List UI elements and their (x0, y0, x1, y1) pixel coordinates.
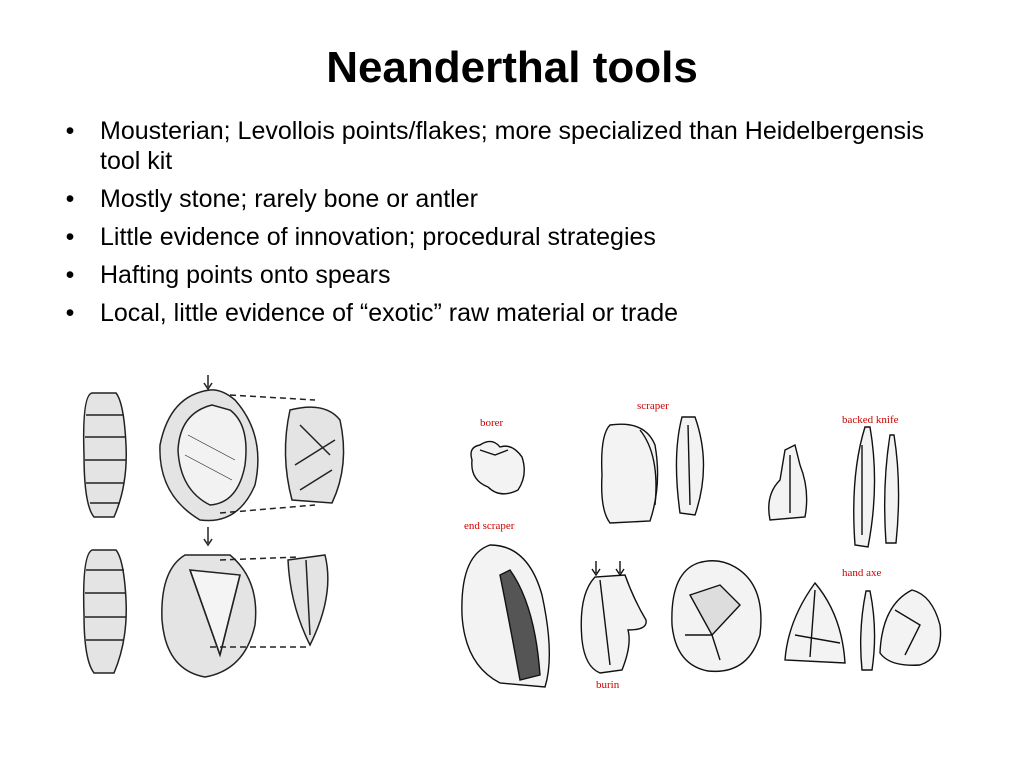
bullet-text: Local, little evidence of “exotic” raw material or trade (100, 299, 679, 327)
end-scraper-tool-drawing (462, 545, 549, 687)
slide-title: Neanderthal tools (326, 43, 698, 92)
core-side-view-top (84, 393, 127, 517)
bullet-list (60, 116, 960, 336)
levallois-point-flake (288, 555, 328, 645)
bullet-dot: • (65, 223, 75, 251)
label-borer: borer (480, 417, 504, 429)
bullet-text: Little evidence of innovation; procedural strategies (100, 223, 656, 251)
core-reverse-view-top (285, 407, 343, 503)
backed-knife-tool-drawing (854, 427, 899, 547)
label-burin: burin (596, 679, 620, 691)
bullet-dot: • (65, 299, 75, 327)
bullet-item (60, 116, 960, 176)
mousterian-core-drawing (672, 561, 761, 672)
borer-tool-drawing (471, 441, 524, 493)
burin-tool-drawing (581, 561, 646, 673)
bullet-dot: • (65, 117, 75, 145)
label-end-scraper: end scraper (464, 520, 515, 532)
prepared-core-bottom (162, 555, 256, 677)
bullet-text: Mousterian; Levollois points/flakes; more specialized than Heidelbergensis tool kit (100, 117, 925, 175)
label-hand-axe: hand axe (842, 567, 882, 579)
core-side-view-bottom (84, 550, 127, 673)
levallois-technique-illustration (70, 365, 370, 685)
label-scraper: scraper (637, 400, 669, 412)
mousterian-tools-illustration (450, 395, 950, 695)
bullet-item (60, 222, 960, 252)
scraper-tool-drawing (602, 417, 704, 523)
core-top-view-oval (160, 390, 258, 521)
bullet-text: Mostly stone; rarely bone or antler (100, 185, 478, 213)
bullet-dot: • (65, 185, 75, 213)
hand-axe-tool-drawing (785, 583, 941, 670)
bullet-text: Hafting points onto spears (100, 261, 391, 289)
bullet-item (60, 260, 960, 290)
point-tool-drawing (769, 445, 807, 520)
label-backed-knife: backed knife (842, 414, 899, 426)
bullet-item (60, 184, 960, 214)
bullet-item (60, 298, 960, 328)
bullet-dot: • (65, 261, 75, 289)
